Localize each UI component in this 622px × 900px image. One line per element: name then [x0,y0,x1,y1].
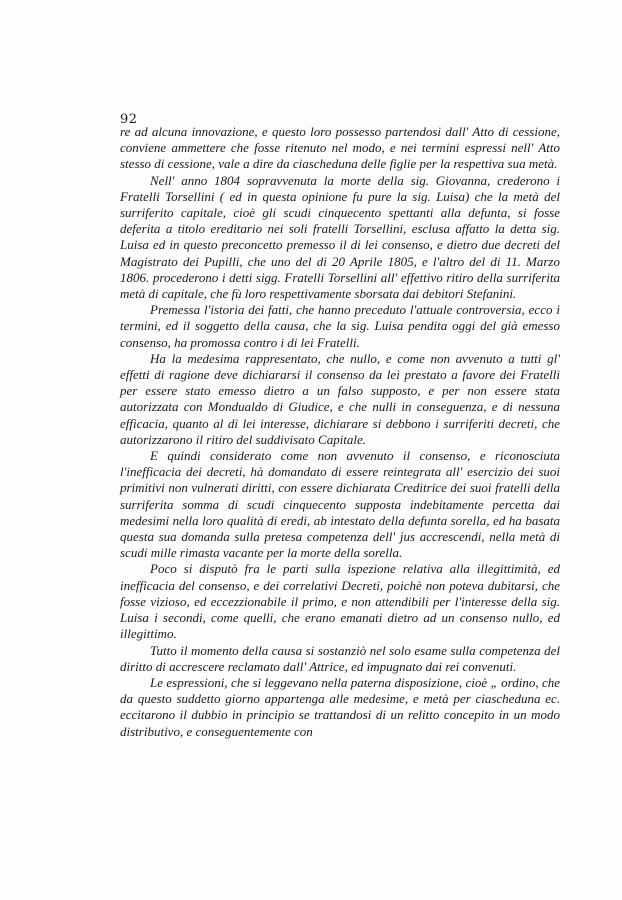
paragraph: re ad alcuna innovazione, e questo loro possesso partendosi dall' Atto di cessione, conviene ammettere che fosse ritenuto nel modo, e nei termini espressi nell' Atto stesso di cessione, vale a dire da ciascheduna delle figlie per la respettiva sua metà. [120,124,560,172]
paragraph: Tutto il momento della causa si sostanziò nel solo esame sulla competenza del diritto di accrescere reclamato dall' Attrice, ed impugnato dai rei convenuti. [120,642,560,674]
body-text [120,124,560,740]
page-number: 92 [120,112,138,127]
paragraph: Ha la medesima rappresentato, che nullo, e come non avvenuto a tutti gl' effetti di ragione deve dichiararsi il consenso da lei prestato a favore dei Fratelli per essere stato emesso dietro a un falso supposto, e per non essere stata autorizzata con Mondualdo di Giudice, e che nulli in conseguenza, e di nessuna efficacia, quanto al di lei interesse, dichiarare si debbono i surriferiti decreti, che autorizzarono il ritiro del suddivisato Capitale. [120,350,560,447]
paragraph: Poco si disputò fra le parti sulla ispezione relativa alla illegittimità, ed inefficacia del consenso, e dei correlativi Decreti, poichè non poteva dubitarsi, che fosse vizioso, ed eccezzionabile il primo, e non attendibili per l'interesse della sig. Luisa i secondi, come quelli, che erano emanati dietro ad un consenso nullo, ed illegittimo. [120,561,560,642]
paragraph: Le espressioni, che si leggevano nella paterna disposizione, cioè „ ordino, che da questo suddetto giorno appartenga alle medesime, e metà per ciascheduna ec. eccitarono il dubbio in principio se trattandosi di un relitto concepito in un modo distributivo, e conseguentemente con [120,674,560,739]
paragraph: Premessa l'istoria dei fatti, che hanno preceduto l'attuale controversia, ecco i termini, ed il soggetto della causa, che la sig. Luisa pendita oggi del già emesso consenso, ha promossa contro i di lei Fratelli. [120,302,560,350]
paragraph: Nell' anno 1804 sopravvenuta la morte della sig. Giovanna, crederono i Fratelli Torsellini ( ed in questa opinione fu pure la sig. Luisa) che la metà del surriferito capitale, cioè gli scudi cinquecento spettanti alla defunta, si fosse deferita a titolo ereditario nei soli fratelli Torsellini, esclusa affatto la detta sig. Luisa ed in questo preconcetto premesso il di lei consenso, e dietro due decreti del Magistrato dei Pupilli, che uno del di 20 Aprile 1805, e l'altro del di 11. Marzo 1806. procederono i detti sigg. Fratelli Torsellini all' effettivo ritiro della surriferita metà di capitale, che fù loro respettivamente sborsata dai debitori Stefanini. [120,172,560,302]
paragraph: E quindi considerato come non avvenuto il consenso, e riconosciuta l'inefficacia dei decreti, hà domandato di essere reintegrata all' esercizio dei suoi primitivi non vulnerati diritti, con essere dichiarata Creditrice dei suoi fratelli della surriferita somma di scudi cinquecento supposta indebitamente percetta dai medesimi nella loro qualità di eredi, ab intestato della defunta sorella, ed ha basata questa sua domanda sulla pretesa competenza dell' jus accrescendi, nella metà di scudi mille rimasta vacante per la morte della sorella. [120,448,560,561]
